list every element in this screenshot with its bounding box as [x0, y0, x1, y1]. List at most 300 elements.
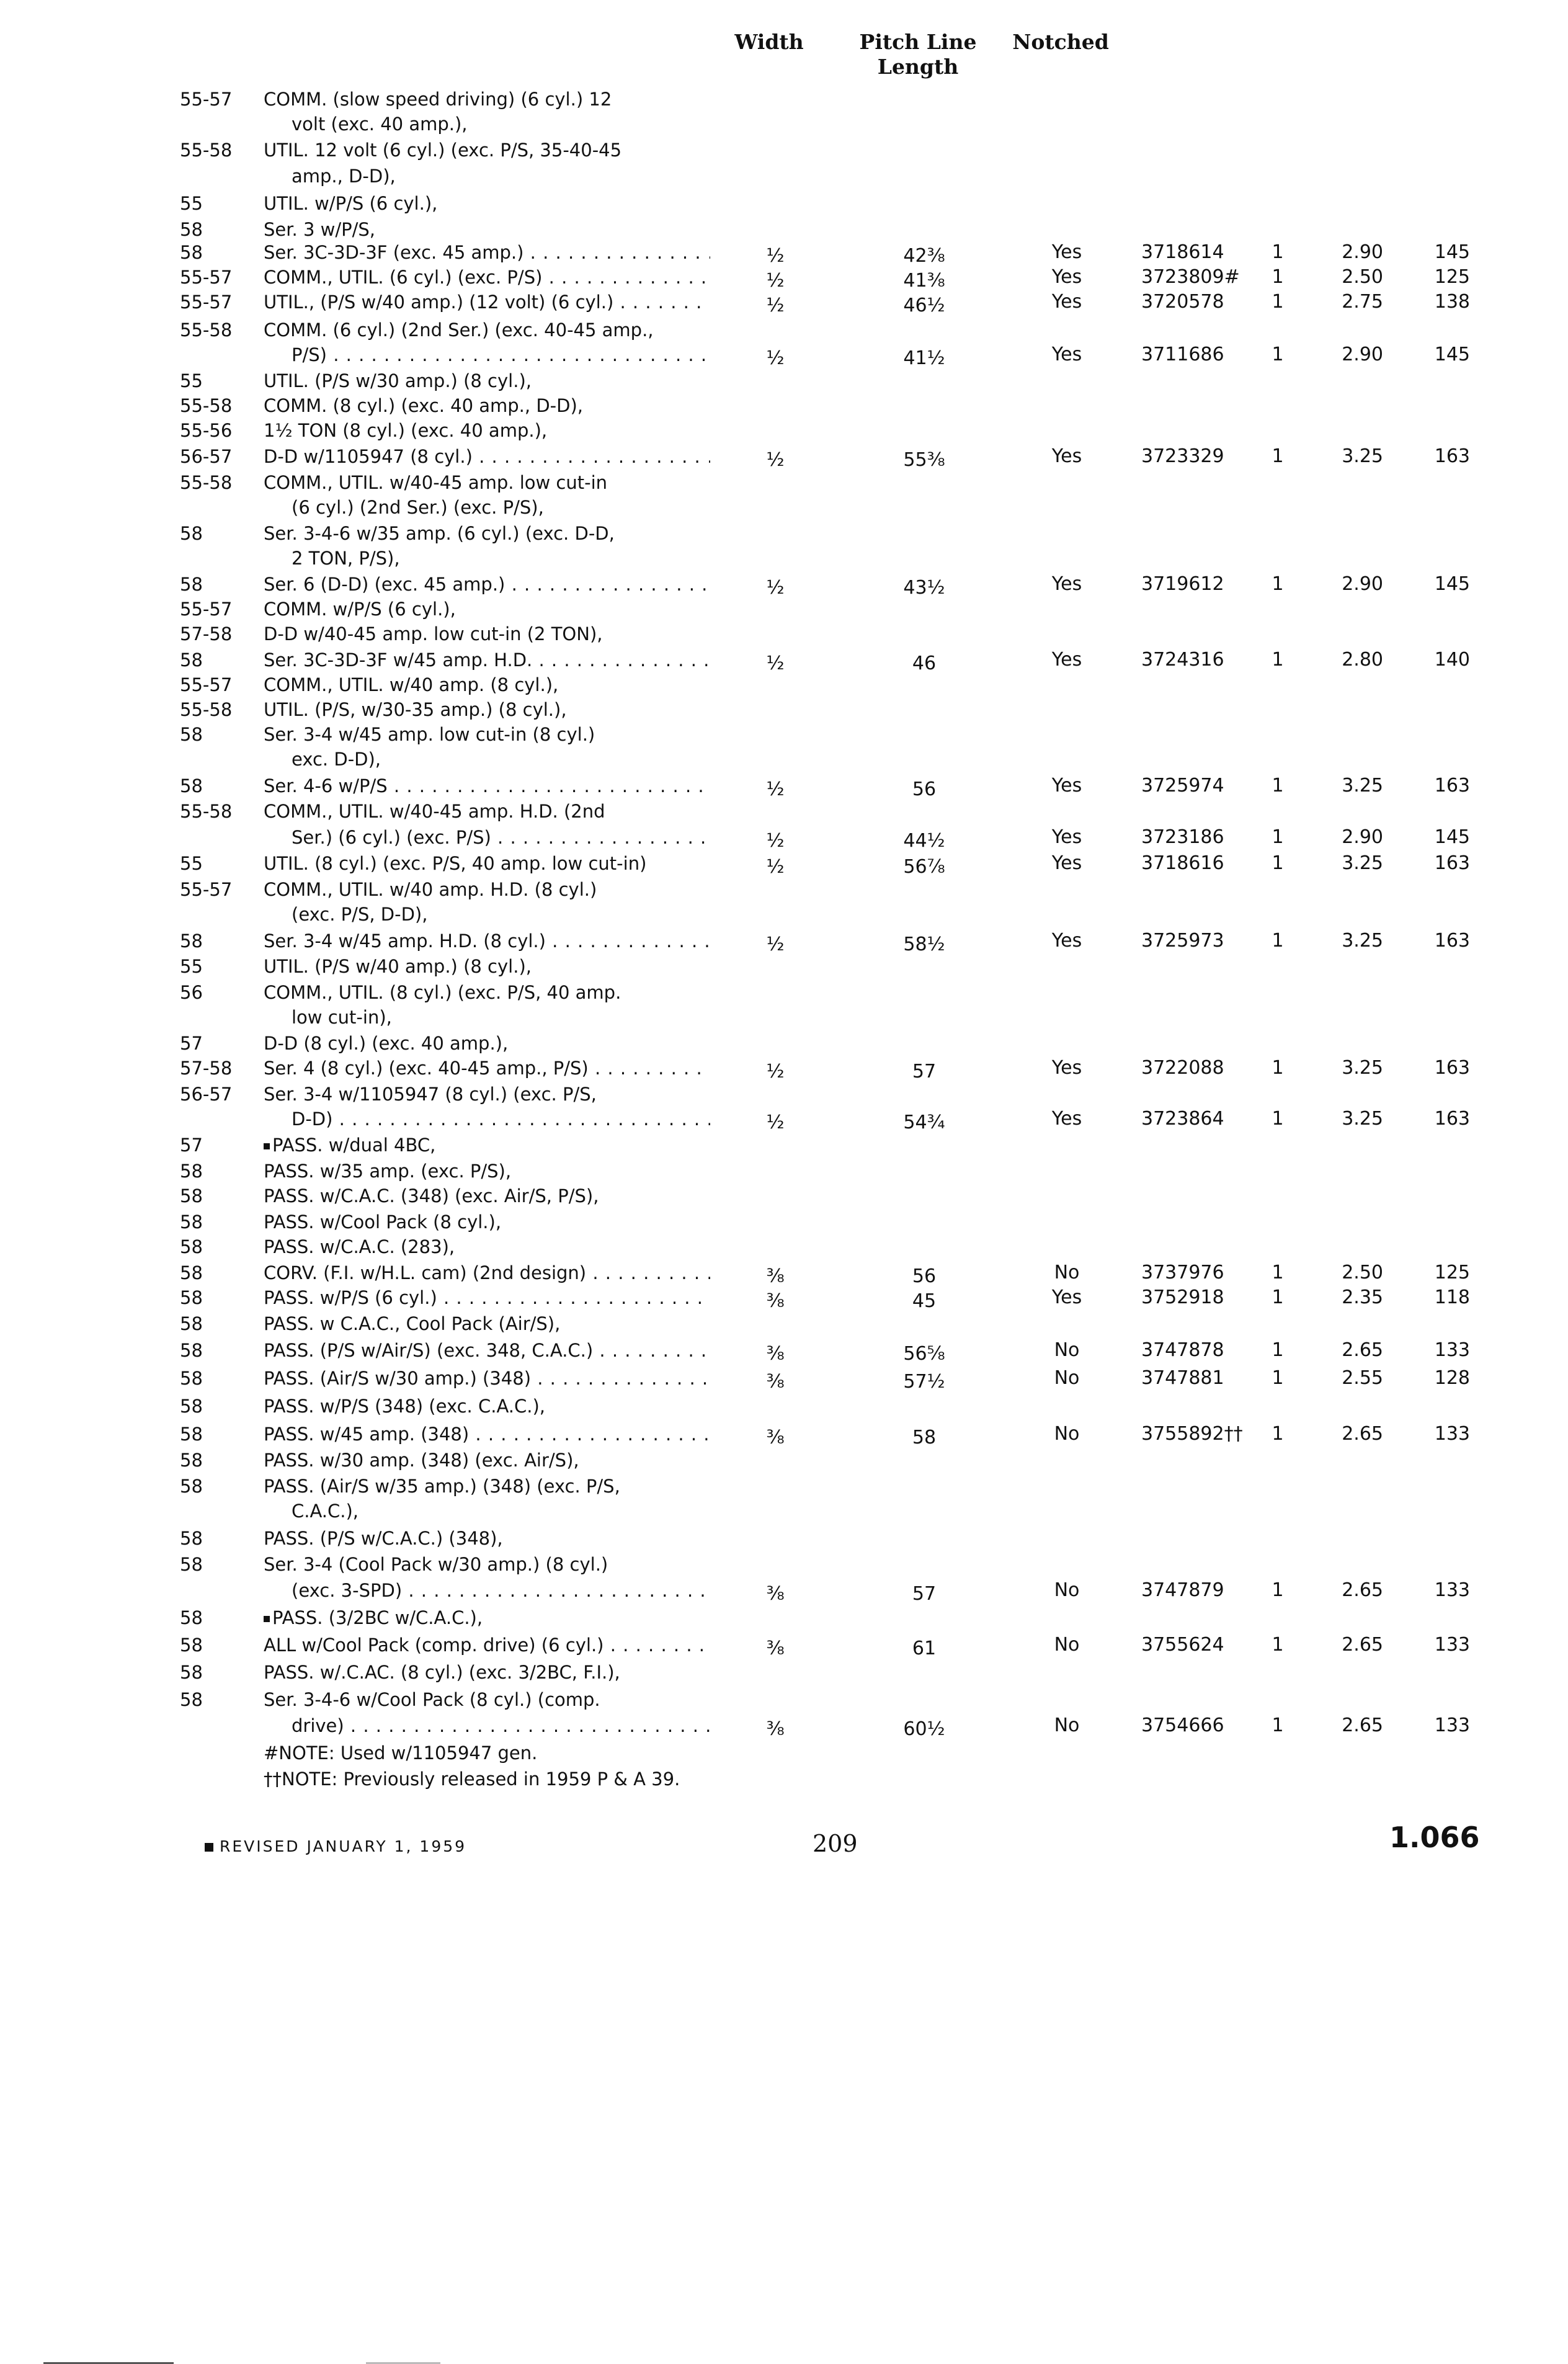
- model-year: 58: [180, 1262, 203, 1283]
- pitch-line-length: 43½: [903, 577, 945, 599]
- list-price: 145: [1434, 573, 1470, 595]
- table-row: [0, 1031, 1568, 1056]
- notched-value: No: [1054, 1423, 1080, 1445]
- application-description: [264, 265, 710, 290]
- revised-mark-icon: [264, 1616, 270, 1622]
- belt-width: ½: [766, 245, 785, 267]
- application-description: [264, 851, 710, 876]
- application-description: [292, 164, 710, 189]
- table-row: [0, 648, 1568, 672]
- table-row: [0, 954, 1568, 979]
- quantity: 1: [1272, 266, 1284, 288]
- header-width: Width: [734, 30, 804, 54]
- application-description: [264, 521, 710, 546]
- model-year: 58: [180, 930, 203, 952]
- table-row: [0, 368, 1568, 393]
- table-row: [0, 1660, 1568, 1685]
- model-year: 57: [180, 1135, 203, 1156]
- notched-value: No: [1054, 1579, 1080, 1601]
- application-description: [264, 1448, 710, 1473]
- table-row: [0, 980, 1568, 1005]
- model-year: 57: [180, 1033, 203, 1054]
- quantity: 1: [1272, 1262, 1284, 1283]
- model-year: 58: [180, 523, 203, 544]
- description-text: COMM. (8 cyl.) (exc. 40 amp., D-D),: [264, 395, 583, 416]
- application-description: [264, 1056, 710, 1081]
- belt-width: ⅜: [766, 1718, 785, 1740]
- application-description: [264, 1159, 710, 1184]
- list-price: 128: [1434, 1367, 1470, 1389]
- description-text: PASS. (Air/S w/35 amp.) (348) (exc. P/S,: [264, 1476, 620, 1497]
- description-text: COMM., UTIL. w/40-45 amp. H.D. (2nd: [264, 801, 605, 822]
- pitch-line-length: 46: [912, 653, 937, 674]
- model-year: 58: [180, 1689, 203, 1710]
- description-text: COMM., UTIL. w/40 amp. (8 cyl.),: [264, 674, 559, 695]
- description-text: PASS. w/35 amp. (exc. P/S),: [264, 1161, 512, 1182]
- table-row: [0, 1311, 1568, 1336]
- table-row: [0, 799, 1568, 824]
- description-text: D-D w/1105947 (8 cyl.): [264, 446, 473, 467]
- description-text: (exc. P/S, D-D),: [292, 904, 428, 925]
- description-text: PASS. (P/S w/Air/S) (exc. 348, C.A.C.): [264, 1340, 594, 1361]
- pitch-line-length: 61: [912, 1638, 937, 1659]
- part-number: 3737976: [1141, 1262, 1224, 1283]
- table-row: [0, 1210, 1568, 1234]
- pitch-line-length: 56: [912, 778, 937, 800]
- price: 2.90: [1342, 241, 1383, 263]
- application-description: [264, 418, 710, 443]
- application-description: [264, 393, 710, 418]
- part-number: 3755624: [1141, 1634, 1224, 1656]
- application-description: [264, 1605, 710, 1630]
- notched-value: No: [1054, 1367, 1080, 1389]
- quantity: 1: [1272, 1634, 1284, 1656]
- quantity: 1: [1272, 445, 1284, 467]
- table-row: [0, 877, 1568, 902]
- table-row: [0, 1366, 1568, 1391]
- application-description: [264, 87, 710, 112]
- description-text: 2 TON, P/S),: [292, 548, 400, 569]
- notched-value: Yes: [1051, 266, 1082, 288]
- quantity: 1: [1272, 1287, 1284, 1308]
- description-text: volt (exc. 40 amp.),: [292, 114, 468, 135]
- application-description: [264, 597, 710, 622]
- notched-value: Yes: [1051, 573, 1082, 595]
- table-row: [0, 1005, 1568, 1030]
- price: 3.25: [1342, 1057, 1383, 1079]
- table-row: [0, 1133, 1568, 1157]
- application-description: [264, 1741, 710, 1765]
- price: 2.65: [1342, 1339, 1383, 1361]
- model-year: 55: [180, 956, 203, 977]
- table-row: [0, 418, 1568, 443]
- application-description: [292, 1107, 710, 1131]
- model-year: 58: [180, 1185, 203, 1207]
- belt-width: ⅜: [766, 1265, 785, 1287]
- table-row: [0, 1713, 1568, 1738]
- quantity: 1: [1272, 573, 1284, 595]
- table-row: [0, 1056, 1568, 1081]
- list-price: 145: [1434, 241, 1470, 263]
- model-year: 55: [180, 853, 203, 874]
- belt-width: ⅜: [766, 1371, 785, 1393]
- application-description: [264, 980, 710, 1005]
- description-text: COMM. (slow speed driving) (6 cyl.) 12: [264, 89, 612, 110]
- list-price: 145: [1434, 826, 1470, 848]
- quantity: 1: [1272, 241, 1284, 263]
- table-row: [0, 240, 1568, 265]
- price: 2.65: [1342, 1715, 1383, 1736]
- table-row: [0, 1285, 1568, 1310]
- notched-value: No: [1054, 1262, 1080, 1283]
- pitch-line-length: 57½: [903, 1371, 945, 1393]
- application-description: [264, 1285, 710, 1310]
- pitch-line-length: 44½: [903, 830, 945, 852]
- table-row: [0, 1605, 1568, 1630]
- description-text: COMM. (6 cyl.) (2nd Ser.) (exc. 40-45 amp.,: [264, 319, 654, 341]
- pitch-line-length: 41½: [903, 347, 945, 369]
- application-description: [264, 191, 710, 216]
- belt-width: ½: [766, 347, 785, 369]
- table-row: [0, 164, 1568, 189]
- list-price: 133: [1434, 1634, 1470, 1656]
- description-text: low cut-in),: [292, 1007, 392, 1028]
- notched-value: Yes: [1051, 445, 1082, 467]
- belt-width: ⅜: [766, 1343, 785, 1365]
- description-text: COMM. w/P/S (6 cyl.),: [264, 599, 456, 620]
- description-text: (6 cyl.) (2nd Ser.) (exc. P/S),: [292, 497, 544, 518]
- description-text: PASS. w/dual 4BC,: [272, 1135, 436, 1156]
- table-row: [0, 1422, 1568, 1447]
- list-price: 163: [1434, 1057, 1470, 1079]
- list-price: 133: [1434, 1339, 1470, 1361]
- application-description: [264, 1394, 710, 1419]
- model-year: 55-57: [180, 674, 233, 695]
- part-number: 3747881: [1141, 1367, 1224, 1389]
- table-row: [0, 1687, 1568, 1712]
- application-description: [264, 722, 710, 747]
- application-description: [264, 217, 710, 242]
- model-year: 55-57: [180, 89, 233, 110]
- application-description: [264, 1767, 710, 1791]
- application-description: [264, 1474, 710, 1499]
- pitch-line-length: 57: [912, 1583, 937, 1605]
- description-text: Ser. 6 (D-D) (exc. 45 amp.): [264, 574, 506, 595]
- table-row: [0, 1633, 1568, 1657]
- part-number: 3723809#: [1141, 266, 1240, 288]
- description-text: Ser. 3 w/P/S,: [264, 219, 375, 240]
- belt-width: ½: [766, 934, 785, 955]
- description-text: exc. D-D),: [292, 749, 381, 770]
- belt-width: ½: [766, 830, 785, 852]
- description-text: ††NOTE: Previously released in 1959 P & A 39.: [264, 1769, 680, 1790]
- model-year: 58: [180, 724, 203, 745]
- model-year: 58: [180, 1396, 203, 1417]
- description-text: 1½ TON (8 cyl.) (exc. 40 amp.),: [264, 420, 548, 441]
- application-description: [264, 240, 710, 265]
- application-description: [264, 1184, 710, 1208]
- description-text: PASS. w/45 amp. (348): [264, 1424, 470, 1445]
- notched-value: No: [1054, 1634, 1080, 1656]
- model-year: 55-58: [180, 801, 233, 822]
- model-year: 58: [180, 649, 203, 671]
- application-description: [264, 622, 710, 646]
- description-text: (exc. 3-SPD): [292, 1580, 403, 1601]
- quantity: 1: [1272, 1057, 1284, 1079]
- price: 2.75: [1342, 291, 1383, 313]
- description-text: PASS. w/.C.AC. (8 cyl.) (exc. 3/2BC, F.I.),: [264, 1662, 620, 1683]
- price: 2.65: [1342, 1634, 1383, 1656]
- model-year: 55-58: [180, 319, 233, 341]
- model-year: 58: [180, 574, 203, 595]
- application-description: [292, 546, 710, 571]
- quantity: 1: [1272, 291, 1284, 313]
- description-text: C.A.C.),: [292, 1501, 359, 1522]
- model-year: 56-57: [180, 446, 233, 467]
- list-price: 163: [1434, 930, 1470, 952]
- part-number: 3747879: [1141, 1579, 1224, 1601]
- description-text: PASS. w/C.A.C. (283),: [264, 1236, 455, 1257]
- price: 2.90: [1342, 344, 1383, 365]
- model-year: 58: [180, 1287, 203, 1308]
- application-description: [264, 1660, 710, 1685]
- application-description: [292, 342, 710, 367]
- list-price: 163: [1434, 445, 1470, 467]
- table-row: [0, 87, 1568, 112]
- table-row: [0, 1260, 1568, 1285]
- description-text: CORV. (F.I. w/H.L. cam) (2nd design): [264, 1262, 587, 1283]
- table-row: [0, 521, 1568, 546]
- quantity: 1: [1272, 775, 1284, 796]
- list-price: 125: [1434, 1262, 1470, 1283]
- pitch-line-length: 56⅞: [903, 856, 945, 878]
- description-text: PASS. (3/2BC w/C.A.C.),: [272, 1607, 483, 1628]
- table-row: [0, 747, 1568, 772]
- part-number: 3723864: [1141, 1108, 1224, 1130]
- application-description: [264, 877, 710, 902]
- notched-value: Yes: [1051, 649, 1082, 671]
- model-year: 55-58: [180, 140, 233, 161]
- description-text: Ser. 3C-3D-3F (exc. 45 amp.): [264, 242, 524, 263]
- model-year: 55: [180, 370, 203, 391]
- pitch-line-length: 56: [912, 1265, 937, 1287]
- pitch-line-length: 41⅜: [903, 270, 945, 292]
- part-number: 3752918: [1141, 1287, 1224, 1308]
- application-description: [264, 1338, 710, 1363]
- table-row: [0, 1767, 1568, 1791]
- model-year: 58: [180, 1236, 203, 1257]
- table-row: [0, 1234, 1568, 1259]
- part-number: 3725973: [1141, 930, 1224, 952]
- price: 2.80: [1342, 649, 1383, 671]
- application-description: [292, 747, 710, 772]
- application-description: [264, 470, 710, 495]
- description-text: PASS. w/Cool Pack (8 cyl.),: [264, 1211, 502, 1233]
- price: 2.65: [1342, 1423, 1383, 1445]
- table-row: [0, 217, 1568, 242]
- table-row: [0, 1741, 1568, 1765]
- part-number: 3718614: [1141, 241, 1224, 263]
- price: 3.25: [1342, 852, 1383, 874]
- application-description: [264, 1133, 710, 1157]
- notched-value: Yes: [1051, 1287, 1082, 1308]
- application-description: [292, 1713, 710, 1738]
- description-text: PASS. w/P/S (348) (exc. C.A.C.),: [264, 1396, 545, 1417]
- description-text: PASS. (P/S w/C.A.C.) (348),: [264, 1528, 503, 1549]
- pitch-line-length: 56⅝: [903, 1343, 945, 1365]
- belt-width: ½: [766, 778, 785, 800]
- model-year: 58: [180, 775, 203, 796]
- table-row: [0, 470, 1568, 495]
- notched-value: Yes: [1051, 930, 1082, 952]
- table-row: [0, 1499, 1568, 1523]
- model-year: 58: [180, 1554, 203, 1575]
- price: 2.55: [1342, 1367, 1383, 1389]
- list-price: 133: [1434, 1579, 1470, 1601]
- application-description: [264, 672, 710, 697]
- belt-width: ½: [766, 449, 785, 471]
- list-price: 133: [1434, 1715, 1470, 1736]
- table-row: [0, 495, 1568, 520]
- application-description: [264, 1210, 710, 1234]
- pitch-line-length: 58: [912, 1427, 937, 1448]
- model-year: 56-57: [180, 1084, 233, 1105]
- table-row: [0, 1338, 1568, 1363]
- application-description: [292, 902, 710, 927]
- model-year: 55-57: [180, 599, 233, 620]
- application-description: [292, 1005, 710, 1030]
- application-description: [264, 799, 710, 824]
- table-row: [0, 191, 1568, 216]
- description-text: UTIL., (P/S w/40 amp.) (12 volt) (6 cyl.): [264, 292, 614, 313]
- pitch-line-length: 57: [912, 1061, 937, 1082]
- table-row: [0, 444, 1568, 469]
- description-text: Ser. 3-4 w/45 amp. H.D. (8 cyl.): [264, 930, 546, 952]
- table-row: [0, 112, 1568, 136]
- footer-revised-text: REVISED JANUARY 1, 1959: [220, 1837, 467, 1855]
- description-text: #NOTE: Used w/1105947 gen.: [264, 1742, 538, 1764]
- description-text: amp., D-D),: [292, 166, 396, 187]
- application-description: [264, 318, 710, 342]
- model-year: 58: [180, 1635, 203, 1656]
- notched-value: Yes: [1051, 291, 1082, 313]
- application-description: [264, 1526, 710, 1551]
- model-year: 56: [180, 982, 203, 1003]
- table-row: [0, 851, 1568, 876]
- application-description: [264, 774, 710, 798]
- application-description: [264, 138, 710, 163]
- description-text: Ser. 4 (8 cyl.) (exc. 40-45 amp., P/S): [264, 1058, 589, 1079]
- application-description: [264, 1366, 710, 1391]
- model-year: 58: [180, 1313, 203, 1334]
- part-number: 3711686: [1141, 344, 1224, 365]
- model-year: 58: [180, 219, 203, 240]
- description-text: D-D w/40-45 amp. low cut-in (2 TON),: [264, 623, 603, 645]
- belt-width: ½: [766, 856, 785, 878]
- belt-width: ½: [766, 270, 785, 292]
- list-price: 163: [1434, 1108, 1470, 1130]
- description-text: P/S): [292, 344, 327, 365]
- part-number: 3718616: [1141, 852, 1224, 874]
- table-row: [0, 622, 1568, 646]
- table-row: [0, 774, 1568, 798]
- part-number: 3754666: [1141, 1715, 1224, 1736]
- description-text: D-D (8 cyl.) (exc. 40 amp.),: [264, 1033, 509, 1054]
- model-year: 58: [180, 1607, 203, 1628]
- table-row: [0, 290, 1568, 314]
- belt-width: ⅜: [766, 1638, 785, 1659]
- quantity: 1: [1272, 1367, 1284, 1389]
- model-year: 55-58: [180, 472, 233, 493]
- belt-width: ½: [766, 1112, 785, 1133]
- list-price: 140: [1434, 649, 1470, 671]
- list-price: 118: [1434, 1287, 1470, 1308]
- table-row: [0, 1184, 1568, 1208]
- description-text: COMM., UTIL. w/40-45 amp. low cut-in: [264, 472, 608, 493]
- application-description: [264, 1311, 710, 1336]
- description-text: UTIL. w/P/S (6 cyl.),: [264, 193, 438, 214]
- table-row: [0, 1394, 1568, 1419]
- model-year: 55-58: [180, 699, 233, 720]
- description-text: Ser. 3-4 w/1105947 (8 cyl.) (exc. P/S,: [264, 1084, 597, 1105]
- application-description: [264, 1633, 710, 1657]
- description-text: Ser.) (6 cyl.) (exc. P/S): [292, 827, 491, 848]
- description-text: drive): [292, 1715, 344, 1736]
- model-year: 55-57: [180, 267, 233, 288]
- notched-value: Yes: [1051, 1057, 1082, 1079]
- table-row: [0, 1526, 1568, 1551]
- belt-width: ½: [766, 1061, 785, 1082]
- table-row: [0, 265, 1568, 290]
- part-number: 3720578: [1141, 291, 1224, 313]
- model-year: 55-57: [180, 292, 233, 313]
- table-row: [0, 1159, 1568, 1184]
- description-text: PASS. w/P/S (6 cyl.): [264, 1287, 437, 1308]
- table-row: [0, 393, 1568, 418]
- model-year: 55-57: [180, 879, 233, 900]
- notched-value: Yes: [1051, 775, 1082, 796]
- pitch-line-length: 60½: [903, 1718, 945, 1740]
- table-row: [0, 342, 1568, 367]
- model-year: 55-58: [180, 395, 233, 416]
- table-row: [0, 1552, 1568, 1577]
- list-price: 138: [1434, 291, 1470, 313]
- section-code: 1.066: [1389, 1821, 1480, 1854]
- table-row: [0, 597, 1568, 622]
- belt-width: ½: [766, 653, 785, 674]
- belt-width: ½: [766, 295, 785, 316]
- table-row: [0, 1578, 1568, 1603]
- model-year: 58: [180, 242, 203, 263]
- price: 2.90: [1342, 826, 1383, 848]
- price: 3.25: [1342, 1108, 1383, 1130]
- application-description: [264, 444, 710, 469]
- application-description: [264, 572, 710, 597]
- notched-value: No: [1054, 1339, 1080, 1361]
- model-year: 58: [180, 1662, 203, 1683]
- table-row: [0, 138, 1568, 163]
- model-year: 58: [180, 1528, 203, 1549]
- description-text: ALL w/Cool Pack (comp. drive) (6 cyl.): [264, 1635, 604, 1656]
- notched-value: Yes: [1051, 344, 1082, 365]
- application-description: [264, 1082, 710, 1107]
- table-row: [0, 825, 1568, 850]
- pitch-line-length: 42⅜: [903, 245, 945, 267]
- description-text: UTIL. (P/S w/40 amp.) (8 cyl.),: [264, 956, 532, 977]
- quantity: 1: [1272, 1579, 1284, 1601]
- notched-value: No: [1054, 1715, 1080, 1736]
- part-number: 3724316: [1141, 649, 1224, 671]
